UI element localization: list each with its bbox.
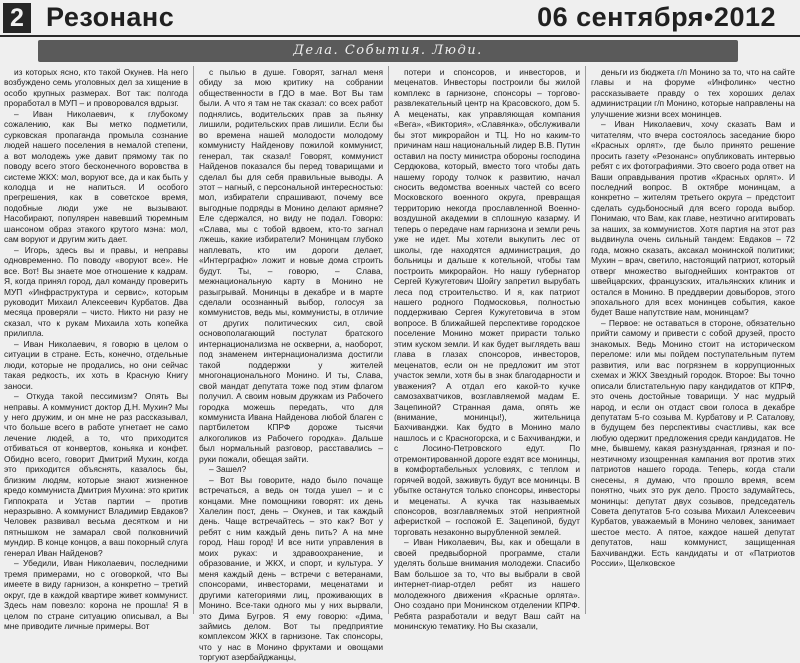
paragraph: – Иван Николаевич, Вы, как и обещали в своей предвыборной программе, стали уделять больше внимания молодежи. Спасибо Вам большое за то, что вы выбрали в свой интернет-пиар-отдел ребят из нашего молодежного движения «Красные орлята». Оно создано при Монинском отделении КПРФ. Ребята разработали и ведут Ваш сайт на монинскую тематику. Но Вы сказали, (394, 537, 580, 632)
header-rule (0, 35, 800, 37)
paragraph: – Откуда такой пессимизм? Опять Вы неправы. А коммунист доктор Д.Н. Мухин? Мы у него дружим, и он мне не раз рассказывал, что больше всего в работе угнетает не само лечение людей, а то, что приходится отбиваться от конвертов, коньяка и конфет. Обидно всего, говорит Дмитрий Мухин, когда это приходится объяснять, казалось бы, близким людям, которые знают жизненное кредо коммуниста Дмитрия Мухина: это критик Гиппократа и Устав партии – против неразрывно. А коммунист Владимир Евдаков? Человек развивал весьма десятком и ни пятнышком не замарал свой полковничий мундир. В конце концов, а ваш покорный слуга генерал Иван Найденов? (4, 391, 188, 558)
paragraph: – Иван Николаевич, я говорю в целом о ситуации в стране. Есть, конечно, отдельные люди, которые не продались, но они сейчас такая редкость, их хоть в Красную Книгу заноси. (4, 338, 188, 391)
paragraph: из которых ясно, кто такой Окунев. На него возбуждено семь уголовных дел за хищение в особо крупных размерах. Вот так: полгода проработал в МУП – и проворовался вдрызг. (4, 67, 188, 109)
paragraph: – Игорь, здесь вы и правы, и неправы одновременно. По поводу «воруют все». Не все. Вот! Вы знаете мое отношение к кадрам. Я, когда принял город, дал команду проверить МУП «Инфраструктура и сервис», которым руководит Михаил Алексеевич Курбатов. Два месяца проверяли – чисто. Никто ни разу не сказал, что к рукам Михаила хоть копейка прилипла. (4, 244, 188, 339)
page-number: 2 (3, 3, 31, 33)
paragraph: потери и спонсоров, и инвесторов, и меценатов. Инвесторы построили бы жилой комплекс в гарнизоне, спонсоры – торгово-развлекательный центр на Красовского, дом 5. А меценаты, как управляющая компания «Вега», «Виктория», «Славянка», обслуживали бы этот микрорайон и ТЦ. Но но каким-то причинам наш национальный лидер В.В. Путин оставил на посту министра обороны господина Сердюкова, который, вместо того чтобы дать нашему городу толчок к развитию, начал сносить ведомства военных частей со всего Московского военного округа, превращая территорию некогда прославленной Военно-воздушной академии в сплошную казарму. И теперь о передаче нам гарнизона и земли речь уже не идет. Мы хотели выкупить лес от школы, где находятся администрация, до больницы и дальше к котельной, чтобы там построить микрорайон. Но нашу губернатор Сергей Кужугетович Шойгу запретил вырубать леса под строительство. И я, как патриот нашего родного Подмосковья, полностью поддерживаю Сергея Кужугетовича в этом вопросе. В ближайшей перспективе городское поселение Монино может прирасти только этим куском земли. И как будет выглядеть ваш глава в глазах спонсоров, инвесторов, меценатов, если он не предложит им этот участок земли, хотя бы в знак благодарности и уважения? А отдал его какой-то кучке самозахватчиков, возглавляемой мадам Е. Зацепиной? Странная дама, опять же (внимание, монинцы!), жительница Бахчиванджи. Как будто в Монино мало нашлось и с Красногорска, и с Бахчиванджи, и с Лосино-Петровского едут. По отремонтированной дороге ездят все монинцы, в комфортабельных условиях, с теплом и горячей водой, заживуть будут все монинцы. В убытке останутся только спонсоры, инвесторы и меценаты. А кучка так называемых спонсоров, возглавляемых этой неприятной аферисткой – госпожой Е. Зацепиной, будут торговать незаконно вырубленной землей. (394, 67, 580, 537)
column-divider (193, 66, 194, 614)
column-divider (585, 66, 586, 614)
paragraph: деньги из бюджета г/п Монино за то, что на сайте главы и на форуме «Инфолинк» честно рассказываете правду о тех хороших делах администрации г/п Монино, которые направлены на улучшение жизни всех монинцев. (591, 67, 795, 119)
section-banner (38, 40, 738, 62)
paragraph: – Зашел? (209, 464, 247, 475)
article-column-4 (591, 67, 795, 614)
paragraph: – Иван Николаевич, к глубокому сожалению, как Вы метко подметили, сурковская пропаганда промыла сознание людей нашего поселения в немалой степени, а вот молодежь уже давит прямому так по поводу всего этого бесконечного воровства в системе ЖКХ: мол, воруют все, да и как быть у колодца и не напиться. И особого прегрешения, как в советское время, подобные люди уже не вызывают. Насобирают, популярен навевший тюремным шансоном образ этакого крутого мэна: мол, сам воруют и другим жить дает. (4, 108, 188, 245)
newspaper-title: Резонанс (46, 2, 175, 32)
issue-date: 06 сентября•2012 (537, 2, 776, 32)
paragraph: – Иван Николаевич, хочу сказать Вам и читателям, что вчера состоялось заседание бюро «Красных орлят», где было принято решение просить газету «Резонанс» опубликовать интервью ребят с их фотографиями. Это своего рода ответ на Ваши оправдывания против «Красных орлят». И последний вопрос. В октябре монинцам, а конкретно – жителям третьего округа – предстоит сделать судьбоносный для всего города выбор. Понимаю, что Вам, как главе, неэтично агитировать за наших, за коммунистов. Хотя партия на этот раз выдвинула очень сильный тандем: Евдаков – 72 года, можно сказать, аксакал монинской политики; Мухин – врач, светило, настоящий патриот, который отверг множество выгоднейших контрактов от швейцарских, французских, итальянских клиник и остался в Монино. В преддверии довыборов, этого эпохального для всех монинцев события, какое будет Ваше напутствие нам, монинцам? (591, 119, 795, 318)
paragraph: – Вот Вы говорите, надо было почаще встречаться, а ведь он тогда ушел – и с концами. Мне помощники говорят: их день Халелин пост, день – Окунев, и так каждый день. Чаще встречайтесь – это как? Вот у ребят с ним каждый день пить? А на мне город. Наш город! И все нити управления в моих руках: и здравоохранение, и образование, и ЖКХ, и спорт, и культура. У меня каждый день – встречи с ветеранами, спонсорами, инвесторами, меценатами и другими категориями лиц, проживающих в Монино. Все-таки одного мы у них вырвали, это Дима Бугров. Я ему говорю: «Дима, займись делом. Вот ты предприятие комплексом ЖКХ в гарнизоне. Так спонсоры, что у нас в Монино фруктами и овощами торгуют азербайджанцы, (199, 474, 383, 663)
paragraph: – Убедили, Иван Николаевич, последними тремя примерами, но с оговоркой, что Вы имеете в виду гарнизон, а конкретно – третий округ, где в каждой квартире живет коммунист. Здесь нам повезло: корона не прошла! Я в целом по стране ситуацию описывал, а Вы мне приводите личные примеры. Вот (4, 558, 188, 632)
article-column-1 (4, 67, 188, 632)
paragraph: с пылью в душе. Говорят, загнал меня обиду за мою критику на собрании общественности в ГДО в мае. Вот Вы там были. А что я там не так сказал: со всех работ поднялись, водительских прав за пьянку лишили, родительских прав лишили. Если бы во времена нашей молодости молодому коммунисту Найденову пожилой коммунист, генерал, так сказал! Говорят, коммунист Найденов показался бы перед товарищами и сделал бы для себя правильные выводы. А этот – нагный, с персональной интересностью: мол, избиратели спрашивают, почему все выгодные подряды в Монино делают армяне? Еле сдержался, но виду не подал. Говорю: «Слава, мы с тобой вдвоем, кто-то загнал лжешь, какие избиратели? Монинцам глубоко наплевать, кто им дороги делает, «Интерграфю» ложит и новые дома строить будут. Ты, – говорю, – Слава, межнациональную карту в Монино не разыгрывай. Монинцы в декабре и в марте сделали осознанный выбор, голосуя за коммунистов, ведь мы, коммунисты, в отличие от других политических сил, свой основополагающий постулат братского интернационализма не оскверни, а, наоборот, под знаменем интернационализма достигли такой поддержки у жителей многонационального Монино. И ты, Слава, свой мандат депутата тоже под этим флагом получил. А своим новым дружкам из Рабочего городка можешь передать, что для коммуниста Ивана Найденова любой благен с партбилетом КПРФ дороже тысячи алкоголиков из Рабочего городка». Дальше был нормальный разговор, расставались – руки пожали, обещая зайти. (199, 67, 383, 464)
article-column-2 (199, 67, 383, 663)
page-header (0, 0, 800, 36)
paragraph: – Первое: не оставаться в стороне, обязательно прийти самому и привести с собой друзей, просто знакомых. Ведь Монино стоит на историческом переломе: или мы пойдем поступательным путем развития, или вас погрязнем в коррупционных схемах и ЖКХ Звездный городок. Второе: Вы точно описали блистательную пару кандидатов от КПРФ, это очень достойные товарищи. У нас мудрый народ, и если он отдаст свои голоса в декабре депутатам 5-го созыва М. Курбатову и Р. Саталову, в будущем без перспективы счастливы, как все любую одержит предложения среди кандидатов. Не мне, бывшему, какая разнузданная, грязная и по-неэтичному изощренная кампания вот против этих патриотов нашего города. Теперь, когда стали снесены, я думаю, что прошло время, всем понятно, чьих это рук дело. Просто задумайтесь, монинцы: депутат двух созывов, председатель Совета депутатов 5-го созыва Михаил Алексеевич Курбатов, уважаемый в Монино человек, занимает шестое место. А пятое, каждое нашей депутат депутатов, наш коммунист, защищенная Бахчиванджи. Есть кандидаты и от «Патриотов России», Щелковское (591, 317, 795, 569)
column-divider (388, 66, 389, 614)
section-banner-text: Дела. События. Люди. (293, 43, 483, 58)
article-column-3 (394, 67, 580, 632)
